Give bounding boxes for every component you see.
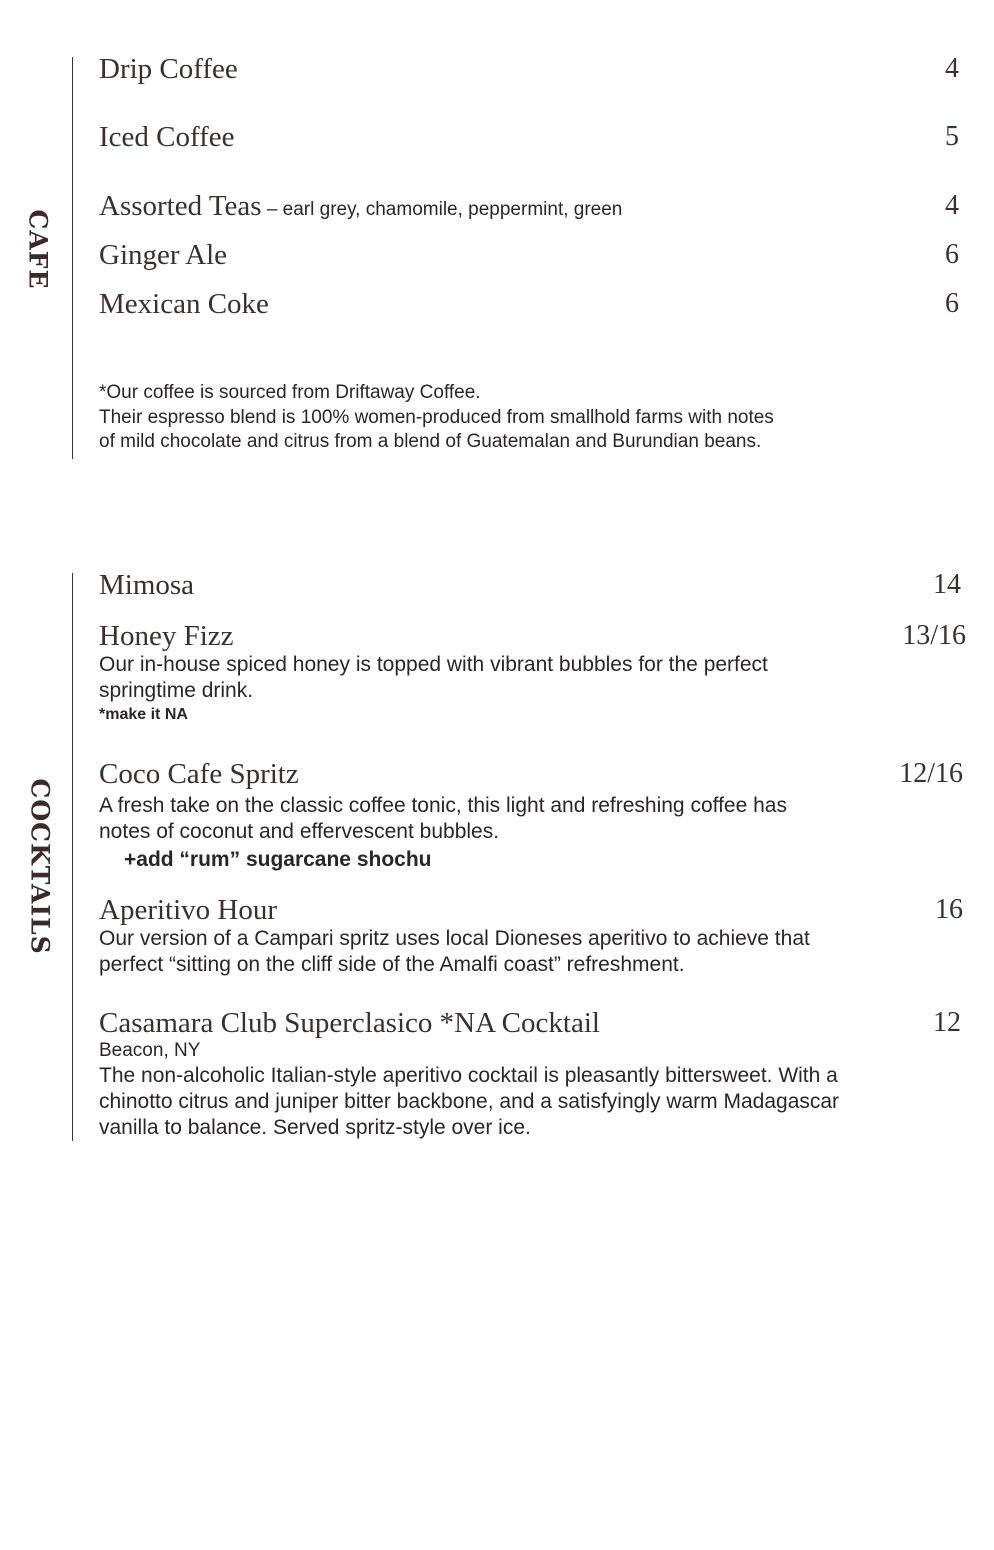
item-name: Aperitivo Hour [99,894,277,926]
description-line: A fresh take on the classic coffee tonic, this light and refreshing coffee has [99,794,787,817]
item-price: 6 [945,239,959,270]
menu-item-ginger-ale [99,239,994,271]
item-price: 16 [935,894,963,925]
description-line: The non-alcoholic Italian-style aperitivo cocktail is pleasantly bittersweet. With a [99,1064,838,1087]
menu-item-casamara-club [99,1007,994,1141]
item-name: Assorted Teas [99,190,262,222]
description-line: springtime drink. [99,679,254,702]
note-line: of mild chocolate and citrus from a blend of Guatemalan and Burundian beans. [99,431,762,452]
menu-item-coco-cafe-spritz [99,758,994,873]
item-price: 13/16 [902,620,966,651]
item-description [99,793,994,845]
item-origin: Beacon, NY [99,1040,201,1061]
cafe-section-label: CAFE [23,209,53,290]
menu-item-iced-coffee [99,121,994,153]
description-line: Our version of a Campari spritz uses local Dioneses aperitivo to achieve that [99,927,810,950]
description-line: vanilla to balance. Served spritz-style over ice. [99,1116,531,1139]
item-na-tag: *make it NA [99,706,188,723]
item-price: 12/16 [899,758,963,789]
item-name: Mexican Coke [99,288,269,320]
menu-item-mexican-coke [99,288,994,320]
item-name: Drip Coffee [99,53,238,85]
description-line: chinotto citrus and juniper bitter backbone, and a satisfyingly warm Madagascar [99,1090,840,1113]
item-name: Honey Fizz [99,620,234,652]
description-line: notes of coconut and effervescent bubbles. [99,820,500,843]
note-line: *Our coffee is sourced from Driftaway Coffee. [99,382,481,403]
coffee-source-note [99,381,994,455]
item-description [99,1063,994,1141]
item-name: Ginger Ale [99,239,228,271]
item-price: 5 [945,121,959,152]
menu-item-drip-coffee [99,53,994,85]
item-detail: earl grey, chamomile, peppermint, green [282,199,623,220]
menu-item-aperitivo-hour [99,894,994,978]
item-name: Casamara Club Superclasico *NA Cocktail [99,1007,600,1039]
item-name-row [99,190,994,226]
menu-item-honey-fizz [99,620,994,726]
item-price: 4 [945,53,959,84]
menu-item-assorted-teas [99,190,994,226]
menu-item-mimosa [99,569,994,601]
item-price: 12 [933,1007,961,1038]
item-addon: +add “rum” sugarcane shochu [124,848,432,871]
item-name: Coco Cafe Spritz [99,758,299,790]
description-line: Our in-house spiced honey is topped with vibrant bubbles for the perfect [99,653,768,676]
item-name: Iced Coffee [99,121,235,153]
item-separator: – [261,199,283,220]
item-price: 4 [945,190,959,221]
description-line: perfect “sitting on the cliff side of the Amalfi coast” refreshment. [99,953,685,976]
cocktails-section-label: COCKTAILS [25,778,55,955]
item-name: Mimosa [99,569,195,601]
note-line: Their espresso blend is 100% women-produced from smallhold farms with notes [99,406,774,428]
cocktails-divider-line [72,573,73,1141]
item-price: 6 [945,288,959,319]
item-price: 14 [933,569,961,600]
item-description [99,926,994,978]
cafe-divider-line [72,57,73,459]
item-description [99,652,994,704]
